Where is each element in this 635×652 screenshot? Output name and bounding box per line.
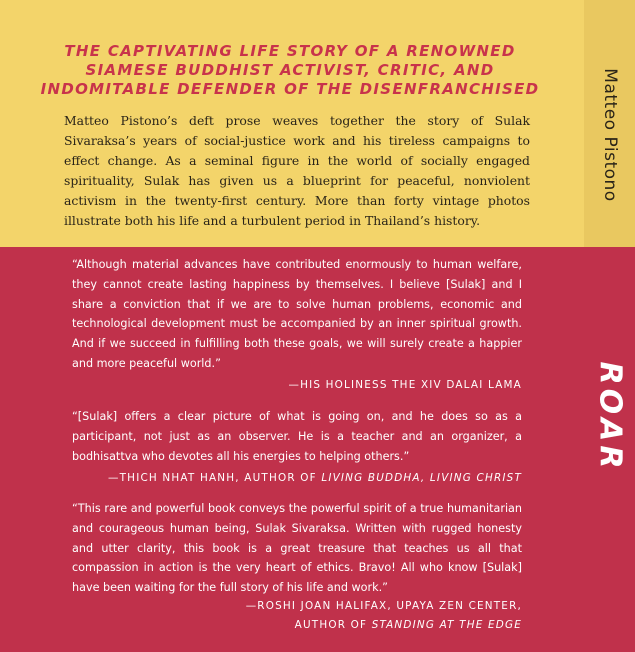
endorsement-quote-joan-halifax: “This rare and powerful book conveys the powerful spirit of a true humanitarian and courageous human being, Sulak Sivaraksa. Written with rugged honesty and utter clarity, this book is a great treasure that teaches us all that compassion in action is the very heart of ethics. Bravo! All who know [Sulak] have been waiting for the full story of his life and work.”	[72, 502, 522, 595]
attribution-line-2	[246, 616, 522, 635]
book-spine	[584, 0, 635, 652]
spine-author-box	[584, 60, 635, 210]
attribution-book-title: STANDING AT THE EDGE	[371, 619, 522, 631]
spine-author-name: Matteo Pistono	[600, 68, 620, 202]
tagline-headline	[40, 42, 540, 99]
spine-book-title: ROAR	[592, 361, 628, 473]
endorsements-section	[0, 247, 584, 652]
attribution-line-1: —ROSHI JOAN HALIFAX, UPAYA ZEN CENTER,	[245, 600, 522, 612]
attribution-prefix: —THICH NHAT HANH, AUTHOR OF	[108, 472, 322, 484]
tagline-line-2: SIAMESE BUDDHIST ACTIVIST, CRITIC, AND	[85, 61, 495, 79]
spine-top-panel	[584, 0, 635, 247]
tagline-line-1: THE CAPTIVATING LIFE STORY OF A RENOWNED	[64, 42, 516, 60]
endorsement-attribution-dalai-lama: —HIS HOLINESS THE XIV DALAI LAMA	[288, 379, 522, 391]
endorsement-quote-dalai-lama: “Although material advances have contributed enormously to human welfare, they cannot create lasting happiness by themselves. I believe [Sulak] and I share a conviction that if we are to solve human problems, economic and technological development must be accompanied by an inner spiritual growth. And if we succeed in fulfilling both these goals, we will surely create a happier and more peaceful world.”	[72, 258, 522, 370]
spine-title-box	[584, 361, 635, 473]
attribution-prefix: AUTHOR OF	[294, 619, 372, 631]
endorsement-quote-thich-nhat-hanh: “[Sulak] offers a clear picture of what is going on, and he does so as a participant, not just as an observer. He is a teacher and an organizer, a bodhisattva who devotes all his energies to helping others.”	[72, 410, 522, 463]
tagline-line-3: INDOMITABLE DEFENDER OF THE DISENFRANCHISED	[40, 80, 540, 98]
spine-bottom-panel	[584, 247, 635, 652]
endorsement-attribution-joan-halifax	[246, 597, 522, 635]
blurb-section	[0, 0, 584, 247]
endorsement-attribution-thich-nhat-hanh	[108, 469, 522, 488]
attribution-book-title: LIVING BUDDHA, LIVING CHRIST	[321, 472, 522, 484]
book-description: Matteo Pistono’s deft prose weaves together the story of Sulak Sivaraksa’s years of social-justice work and his tireless campaigns to effect change. As a seminal figure in the world of socially engaged spirituality, Sulak has given us a blueprint for peaceful, nonviolent activism in the twenty-first century. More than forty vintage photos illustrate both his life and a turbulent period in Thailand’s history.	[64, 113, 530, 228]
